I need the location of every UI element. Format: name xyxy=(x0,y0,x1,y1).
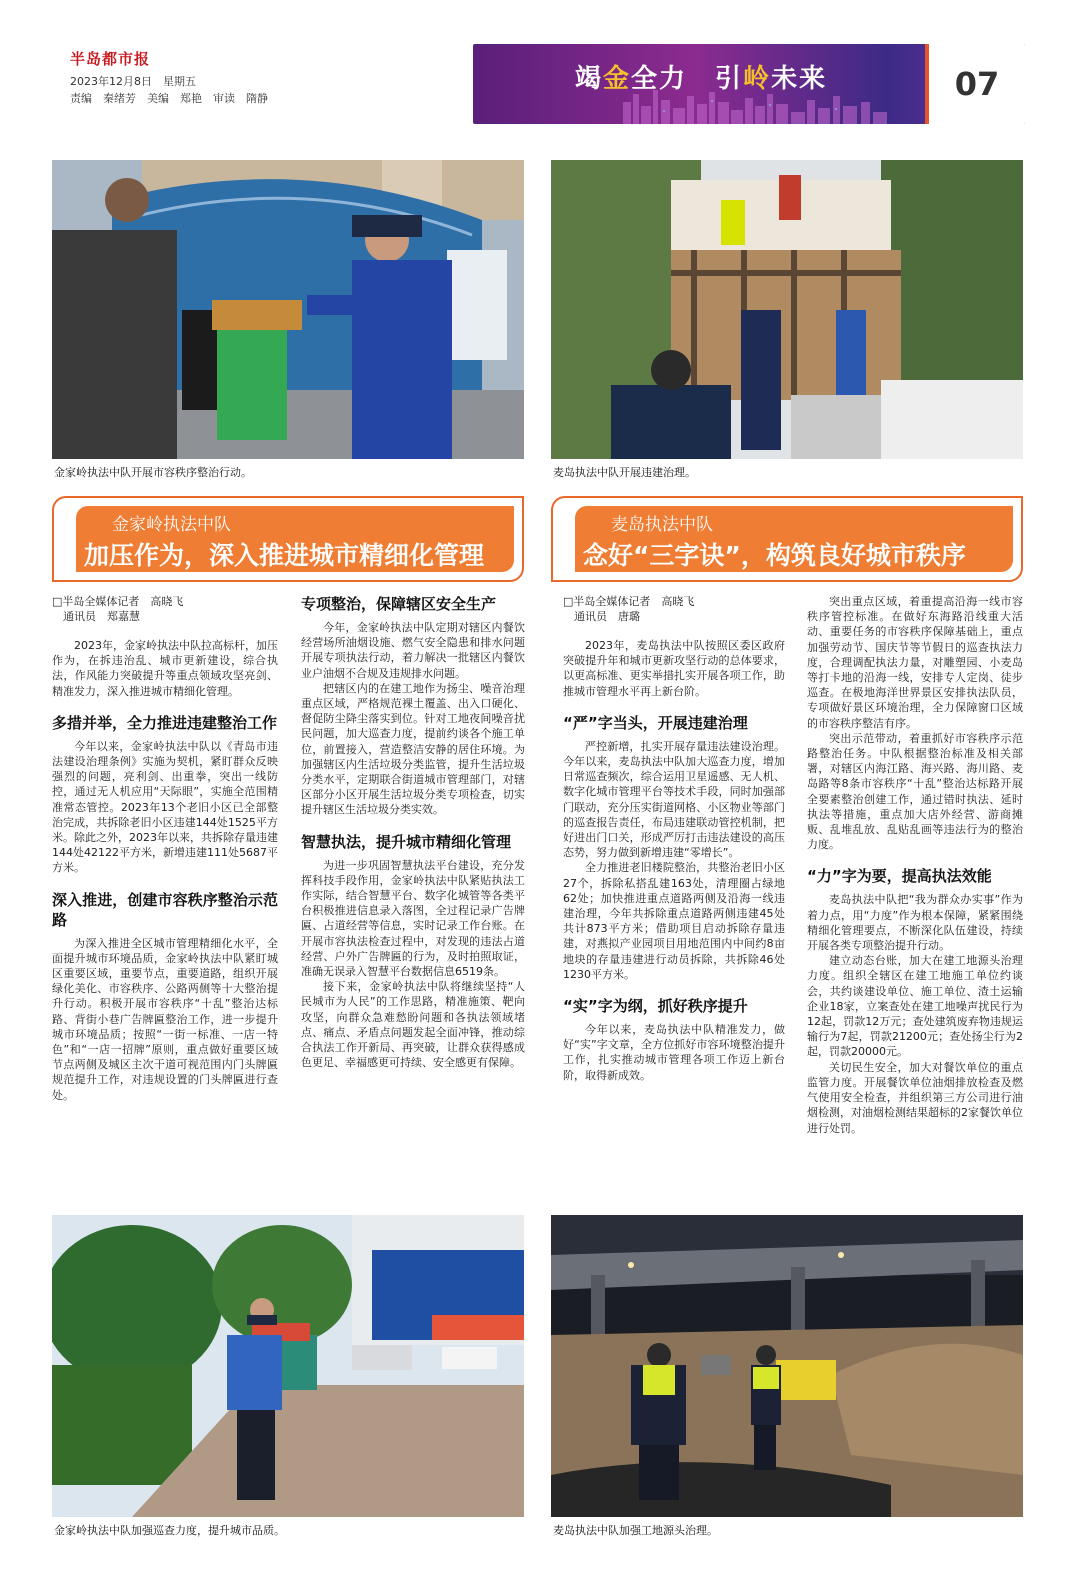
reporter-byline: □半岛全媒体记者 高晓飞 xyxy=(563,595,695,608)
article-paragraph: 把辖区内的在建工地作为扬尘、噪音治理重点区域，严格规范裸土覆盖、出入口硬化、督促防尘降尘落实到位。针对工地夜间噪音扰民问题，加大巡查力度，提前约谈各个施工单位，前置接入，营造整洁安静的居住环境。为加强辖区内生活垃圾分类监管，提升生活垃圾分类水平，定期联合街道城市管理部门，对辖区部分小区开展生活垃圾分类专项检查，切实提升辖区生活垃圾分类实效。 xyxy=(301,681,525,817)
page-number: 07 xyxy=(925,44,1025,124)
correspondent-byline: 通讯员 唐璐 xyxy=(563,610,640,623)
left-article-column-2 xyxy=(301,594,525,1204)
section-heading: “力”字为要，提高执法效能 xyxy=(807,867,992,886)
reporter-byline: □半岛全媒体记者 高晓飞 xyxy=(52,595,184,608)
article-paragraph: 严控新增，扎实开展存量违法建设治理。今年以来，麦岛执法中队加大巡查力度，增加日常巡查频次，综合运用卫星遥感、无人机、数字化城市管理平台等技术手段，同时加强部门联动，充分压实街道网格、小区物业等部门的巡查报告责任，布局违建联动管控机制，把好进出门口关，形成严厉打击违法建设的高压态势，努力做到新增违建“零增长”。 xyxy=(563,739,785,860)
banner-slogan: 竭金全力 引岭未来 xyxy=(575,64,828,94)
photo-caption: 金家岭执法中队开展市容秩序整治行动。 xyxy=(54,466,252,479)
article-paragraph: 为深入推进全区城市管理精细化水平，全面提升城市环境品质，金家岭执法中队紧盯城区重要区域，重要节点，重要道路，组织开展绿化美化、市容秩序、公路两侧等十大整治提升行动。积极开展市容秩序“十乱”整治达标路、背街小巷广告牌匾整治工作，进一步提升城市环境品质；按照“一街一标准、一店一特色”和“一店一招牌”原则，重点做好重要区域节点两侧及城区主次干道可视范围内门头牌匾规范提升工作，对违规设置的门头牌匾进行查处。 xyxy=(52,936,278,1102)
article-intro: 2023年，麦岛执法中队按照区委区政府突破提升年和城市更新攻坚行动的总体要求，以更高标准、更实举措扎实开展各项工作，助推城市管理水平再上新台阶。 xyxy=(563,639,785,698)
section-heading: 专项整治，保障辖区安全生产 xyxy=(301,595,497,613)
article-paragraph: 今年，金家岭执法中队定期对辖区内餐饮经营场所油烟设施、燃气安全隐患和排水问题开展专项执法行动，着力解决一批辖区内餐饮业户油烟不合规及违规排水问题。 xyxy=(301,621,525,680)
photo-caption: 麦岛执法中队加强工地源头治理。 xyxy=(553,1524,718,1537)
left-article-title xyxy=(52,496,524,582)
right-article-headline: 念好“三字诀”，构筑良好城市秩序 xyxy=(583,541,966,570)
photo-garbage-inspection xyxy=(52,160,524,459)
left-article-unit: 金家岭执法中队 xyxy=(112,515,231,535)
article-intro: 2023年，金家岭执法中队拉高标杆，加压作为，在拆违治乱、城市更新建设，综合执法，作风能力突破提升等重点领域攻坚亮剑、精准发力，深入推进城市精细化管理。 xyxy=(52,639,278,698)
article-paragraph: 突出示范带动，着重抓好市容秩序示范路整治任务。中队根据整治标准及相关部署，对辖区内海江路、海兴路、海川路、麦岛路等8条市容秩序“十乱”整治达标路开展全要素整治创建工作，通过错时执法、延时执法等措施，重点加大店外经营、游商摊贩、乱堆乱放、乱贴乱画等违法行为的整治力度。 xyxy=(807,731,1023,852)
photo-caption: 金家岭执法中队加强巡查力度，提升城市品质。 xyxy=(54,1524,285,1537)
correspondent-byline: 通讯员 郑嘉慧 xyxy=(52,610,140,623)
section-heading: 智慧执法，提升城市精细化管理 xyxy=(301,832,512,851)
left-article-headline: 加压作为，深入推进城市精细化管理 xyxy=(84,541,485,570)
newspaper-masthead: 半岛都市报 xyxy=(70,50,151,68)
section-heading: “实”字为纲，抓好秩序提升 xyxy=(563,997,748,1016)
section-heading: 深入推进，创建市容秩序整治示范路 xyxy=(52,890,278,929)
article-paragraph: 建立动态台账，加大在建工地源头治理力度。组织全辖区在建工地施工单位约谈会，共约谈建设单位、施工单位、渣土运输企业18家，立案查处在建工地噪声扰民行为12起，罚款12万元；查处建筑废弃物违规运输行为7起，罚款21200元；查处扬尘行为2起，罚款20000元。 xyxy=(807,954,1023,1059)
left-article-column-1 xyxy=(52,594,278,1204)
article-paragraph: 今年以来，麦岛执法中队精准发力，做好“实”字文章，全方位抓好市容环境整治提升工作，扎实推动城市管理各项工作迈上新台阶，取得新成效。 xyxy=(563,1023,785,1082)
issue-date: 2023年12月8日 星期五 xyxy=(70,75,196,88)
section-heading: “严”字当头，开展违建治理 xyxy=(563,713,748,732)
photo-street-patrol xyxy=(52,1215,524,1517)
article-paragraph: 麦岛执法中队把“我为群众办实事”作为着力点，用“力度”作为根本保障，紧紧围绕精细化管理要点，不断深化队伍建设，持续开展各类专项整治提升行动。 xyxy=(807,893,1023,953)
photo-caption: 麦岛执法中队开展违建治理。 xyxy=(553,466,696,479)
article-paragraph: 全力推进老旧楼院整治，共整治老旧小区27个，拆除私搭乱建163处，清理圈占绿地62处；加快推进重点道路两侧及沿海一线违建治理，今年共拆除重点道路两侧违建45处共计873平方米；借助项目启动拆除存量违建，对燕拟产业园项目用地范围内中间约8亩地块的存量违建进行动员拆除，共拆除46处1230平方米。 xyxy=(563,861,785,981)
page-banner xyxy=(473,44,1025,124)
photo-construction-site xyxy=(551,1215,1023,1517)
article-paragraph: 为进一步巩固智慧执法平台建设，充分发挥科技手段作用，金家岭执法中队紧贴执法工作实际，结合智慧平台、数字化城管等各类平台积极推进信息录入落图，全过程记录广告牌匾、占道经营等信息，实时记录工作台账。在开展市容执法检查过程中，对发现的违法占道经营、户外广告牌匾的行为，及时拍照取证，准确无误录入智慧平台数据信息6519条。 xyxy=(301,858,525,979)
photo-demolition xyxy=(551,160,1023,459)
article-paragraph: 今年以来，金家岭执法中队以《青岛市违法建设治理条例》实施为契机，紧盯群众反映强烈的问题，亮利剑、出重拳，突出一线防控，通过无人机应用“天际眼”，实施全范围精准常态管控。2023年13个老旧小区已全部整治完成，共拆除老旧小区违建144处1525平方米。除此之外，2023年以来，共拆除存量违建144处42122平方米，新增违建111处5687平方米。 xyxy=(52,739,278,875)
article-paragraph: 接下来，金家岭执法中队将继续坚持“人民城市为人民”的工作思路，精准施策、靶向攻坚，向群众急难愁盼问题和各执法领域堵点、痛点、矛盾点问题发起全面冲锋，推动综合执法工作开新局、再突破，让群众获得感成色更足、幸福感更可持续、安全感更有保障。 xyxy=(301,980,525,1070)
right-article-column-1 xyxy=(563,594,785,1204)
article-paragraph: 关切民生安全，加大对餐饮单位的重点监管力度。开展餐饮单位油烟排放检查及燃气使用安全检查，并组织第三方公司进行油烟检测，对油烟检测结果超标的2家餐饮单位进行处罚。 xyxy=(807,1060,1023,1135)
right-article-title xyxy=(551,496,1023,582)
editor-credits: 责编 秦绪芳 美编 郑艳 审读 隋静 xyxy=(70,92,268,105)
right-article-unit: 麦岛执法中队 xyxy=(611,515,713,535)
right-article-column-2 xyxy=(807,594,1023,1204)
article-paragraph: 突出重点区域，着重提高沿海一线市容秩序管控标准。在做好东海路沿线重大活动、重要任务的市容秩序保障基础上，重点加强劳动节、国庆节等节假日的巡查执法力度，合理调配执法力量，对雕塑园、小麦岛等打卡地的沿海一线，安排专人定岗、徒步巡查。在极地海洋世界景区安排执法队员，专项做好景区环境治理，全力保障窗口区域的市容秩序整洁有序。 xyxy=(807,595,1023,730)
section-heading: 多措并举，全力推进违建整治工作 xyxy=(52,713,278,732)
